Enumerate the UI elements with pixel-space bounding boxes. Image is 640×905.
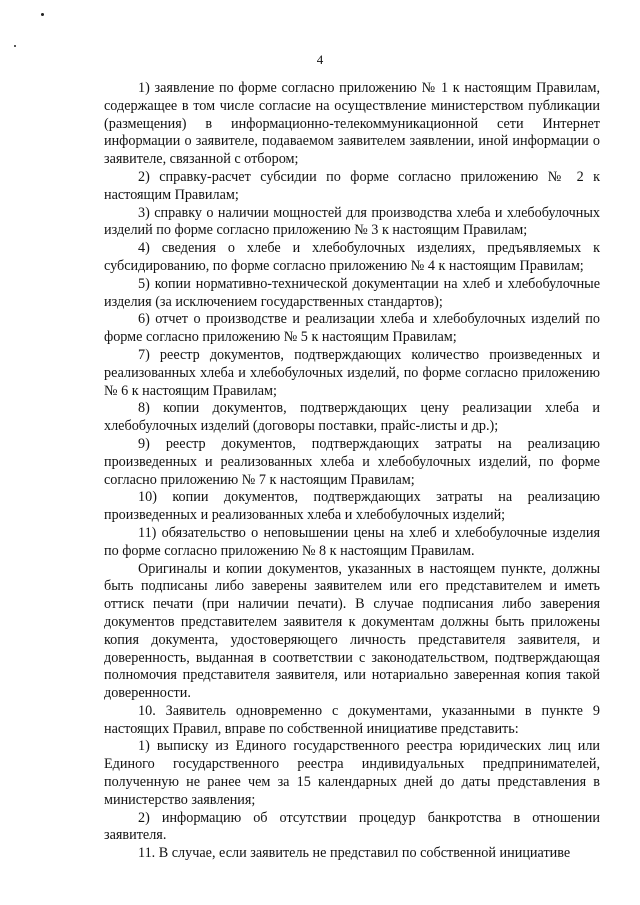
list-item-5: 5) копии нормативно-технической документации на хлеб и хлебобулочные изделия (за исключением государственных стандартов); xyxy=(104,275,600,310)
list-item-11: 11) обязательство о неповышении цены на хлеб и хлебобулочные изделия по форме согласно приложению № 8 к настоящим Правилам. xyxy=(104,524,600,559)
list-item-2: 2) справку-расчет субсидии по форме согласно приложению № 2 к настоящим Правилам; xyxy=(104,168,600,203)
page-number: 4 xyxy=(316,52,324,67)
list-item-1: 1) заявление по форме согласно приложению № 1 к настоящим Правилам, содержащее в том числе согласие на осуществление министерством публикации (размещения) в информационно-телекоммуникационной сети Интернет информации о заявителе, подаваемом заявителем заявлении, иной информации о заявителе, связанной с отбором; xyxy=(104,80,600,168)
section-10-item-1: 1) выписку из Единого государственного реестра юридических лиц или Единого государственного реестра индивидуальных предпринимателей, полученную не ранее чем за 15 календарных дней до даты представления в министерство заявления; xyxy=(104,738,600,808)
documents-requirements-paragraph: Оригиналы и копии документов, указанных в настоящем пункте, должны быть подписаны либо заверены заявителем или его представителем и иметь оттиск печати (при наличии печати). В случае подписания либо заверения документов представителем заявителя к документам должны быть приложены копия документа, удостоверяющего личность представителя заявителя, и доверенность, выданная в соответствии с законодательством, подтверждающая полномочия представителя заявителя, или нотариально заверенная копия такой доверенности. xyxy=(104,560,600,702)
list-item-3: 3) справку о наличии мощностей для производства хлеба и хлебобулочных изделий по форме согласно приложению № 3 к настоящим Правилам; xyxy=(104,204,600,239)
section-11-paragraph: 11. В случае, если заявитель не представил по собственной инициативе xyxy=(138,845,571,862)
section-10-paragraph: 10. Заявитель одновременно с документами, указанными в пункте 9 настоящих Правил, вправе по собственной инициативе представить: xyxy=(104,702,600,737)
scan-speck xyxy=(14,45,16,47)
list-item-4: 4) сведения о хлебе и хлебобулочных изделиях, предъявляемых к субсидированию, по форме согласно приложению № 4 к настоящим Правилам; xyxy=(104,240,600,274)
body-text xyxy=(104,80,600,863)
scan-speck xyxy=(41,13,44,16)
list-item-6: 6) отчет о производстве и реализации хлеба и хлебобулочных изделий по форме согласно приложению № 5 к настоящим Правилам; xyxy=(104,311,600,346)
section-10-item-2: 2) информацию об отсутствии процедур банкротства в отношении заявителя. xyxy=(104,809,600,844)
list-item-10: 10) копии документов, подтверждающих затраты на реализацию произведенных и реализованных хлеба и хлебобулочных изделий; xyxy=(104,489,600,524)
list-item-8: 8) копии документов, подтверждающих цену реализации хлеба и хлебобулочных изделий (договоры поставки, прайс-листы и др.); xyxy=(104,400,600,435)
list-item-7: 7) реестр документов, подтверждающих количество произведенных и реализованных хлеба и хлебобулочных изделий, по форме согласно приложению № 6 к настоящим Правилам; xyxy=(104,346,600,399)
list-item-9: 9) реестр документов, подтверждающих затраты на реализацию произведенных и реализованных хлеба и хлебобулочных изделий, по форме согласно приложению № 7 к настоящим Правилам; xyxy=(104,435,600,488)
